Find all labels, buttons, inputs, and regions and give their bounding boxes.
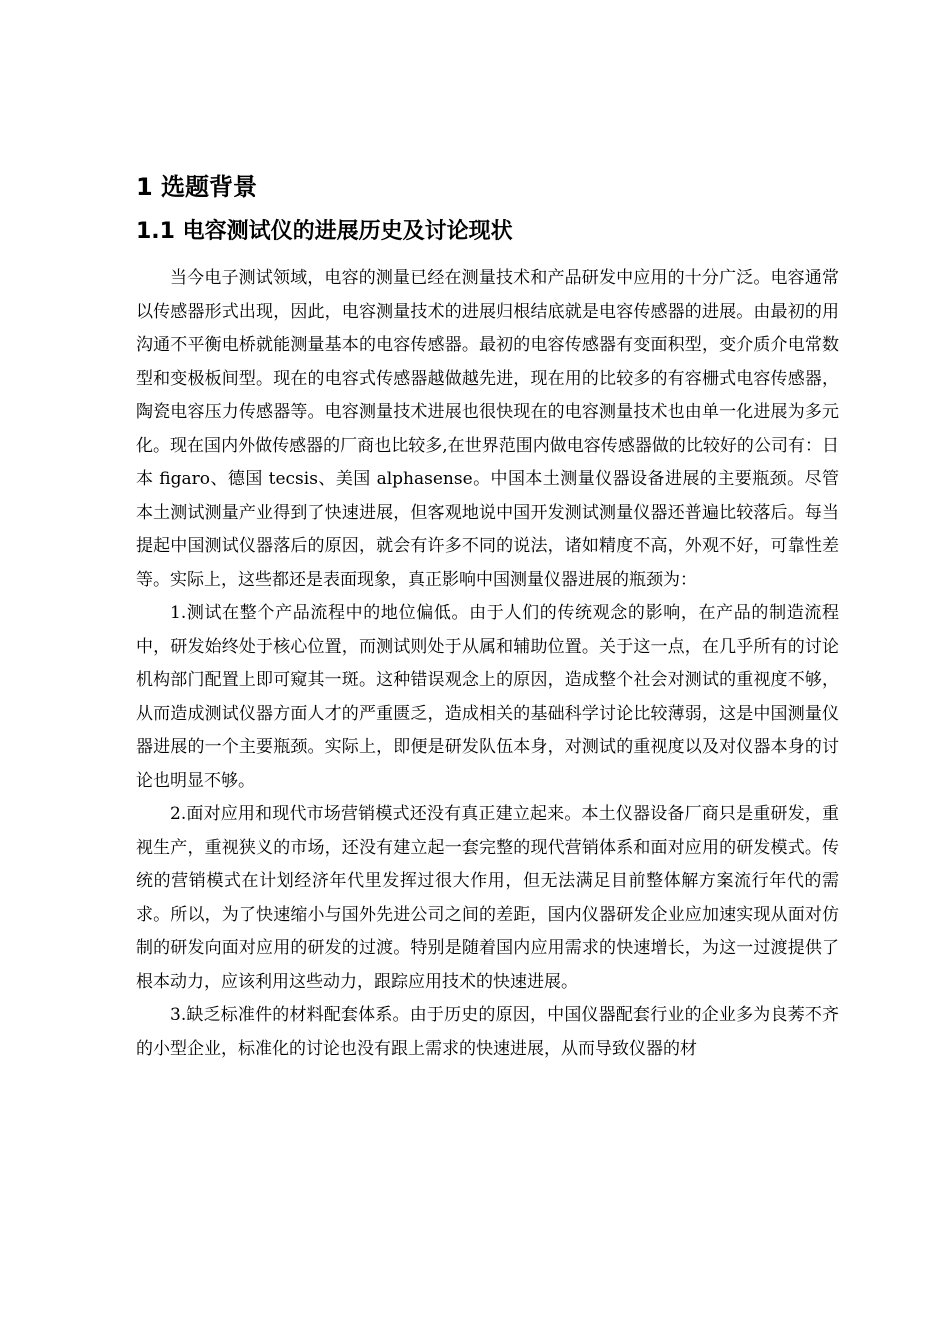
- section-heading: 1.1 电容测试仪的进展历史及讨论现状: [136, 219, 513, 244]
- chapter-heading: 1 选题背景: [136, 173, 258, 201]
- intro-paragraph: 当今电子测试领域，电容的测量已经在测量技术和产品研发中应用的十分广泛。电容通常以传感器形式出现，因此，电容测量技术的进展归根结底就是电容传感器的进展。由最初的用沟通不平衡电桥就能测量基本的电容传感器。最初的电容传感器有变面积型，变介质介电常数型和变极板间型。现在的电容式传感器越做越先进，现在用的比较多的有容栅式电容传感器，陶瓷电容压力传感器等。电容测量技术进展也很快现在的电容测量技术也由单一化进展为多元化。现在国内外做传感器的厂商也比较多,在世界范围内做电容传感器做的比较好的公司有：日本 figaro、德国 tecsis、美国 alphasense。中国本土测量仪器设备进展的主要瓶颈。尽管本土测试测量产业得到了快速进展，但客观地说中国开发测试测量仪器还普遍比较落后。每当提起中国测试仪器落后的原因，就会有许多不同的说法，诸如精度不高，外观不好，可靠性差等。实际上，这些都还是表面现象，真正影响中国测量仪器进展的瓶颈为：: [136, 268, 839, 590]
- document-page: [136, 170, 839, 1066]
- point-1-paragraph: 1.测试在整个产品流程中的地位偏低。由于人们的传统观念的影响，在产品的制造流程中，研发始终处于核心位置，而测试则处于从属和辅助位置。关于这一点，在几乎所有的讨论机构部门配置上即可窥其一斑。这种错误观念上的原因，造成整个社会对测试的重视度不够，从而造成测试仪器方面人才的严重匮乏，造成相关的基础科学讨论比较薄弱，这是中国测量仪器进展的一个主要瓶颈。实际上，即便是研发队伍本身，对测试的重视度以及对仪器本身的讨论也明显不够。: [136, 603, 839, 791]
- point-2-paragraph: 2.面对应用和现代市场营销模式还没有真正建立起来。本土仪器设备厂商只是重研发，重视生产，重视狭义的市场，还没有建立起一套完整的现代营销体系和面对应用的研发模式。传统的营销模式在计划经济年代里发挥过很大作用，但无法满足目前整体解方案流行年代的需求。所以，为了快速缩小与国外先进公司之间的差距，国内仪器研发企业应加速实现从面对仿制的研发向面对应用的研发的过渡。特别是随着国内应用需求的快速增长，为这一过渡提供了根本动力，应该利用这些动力，跟踪应用技术的快速进展。: [136, 804, 839, 992]
- point-3-paragraph: 3.缺乏标准件的材料配套体系。由于历史的原因，中国仪器配套行业的企业多为良莠不齐的小型企业，标准化的讨论也没有跟上需求的快速进展，从而导致仪器的材: [136, 1005, 839, 1059]
